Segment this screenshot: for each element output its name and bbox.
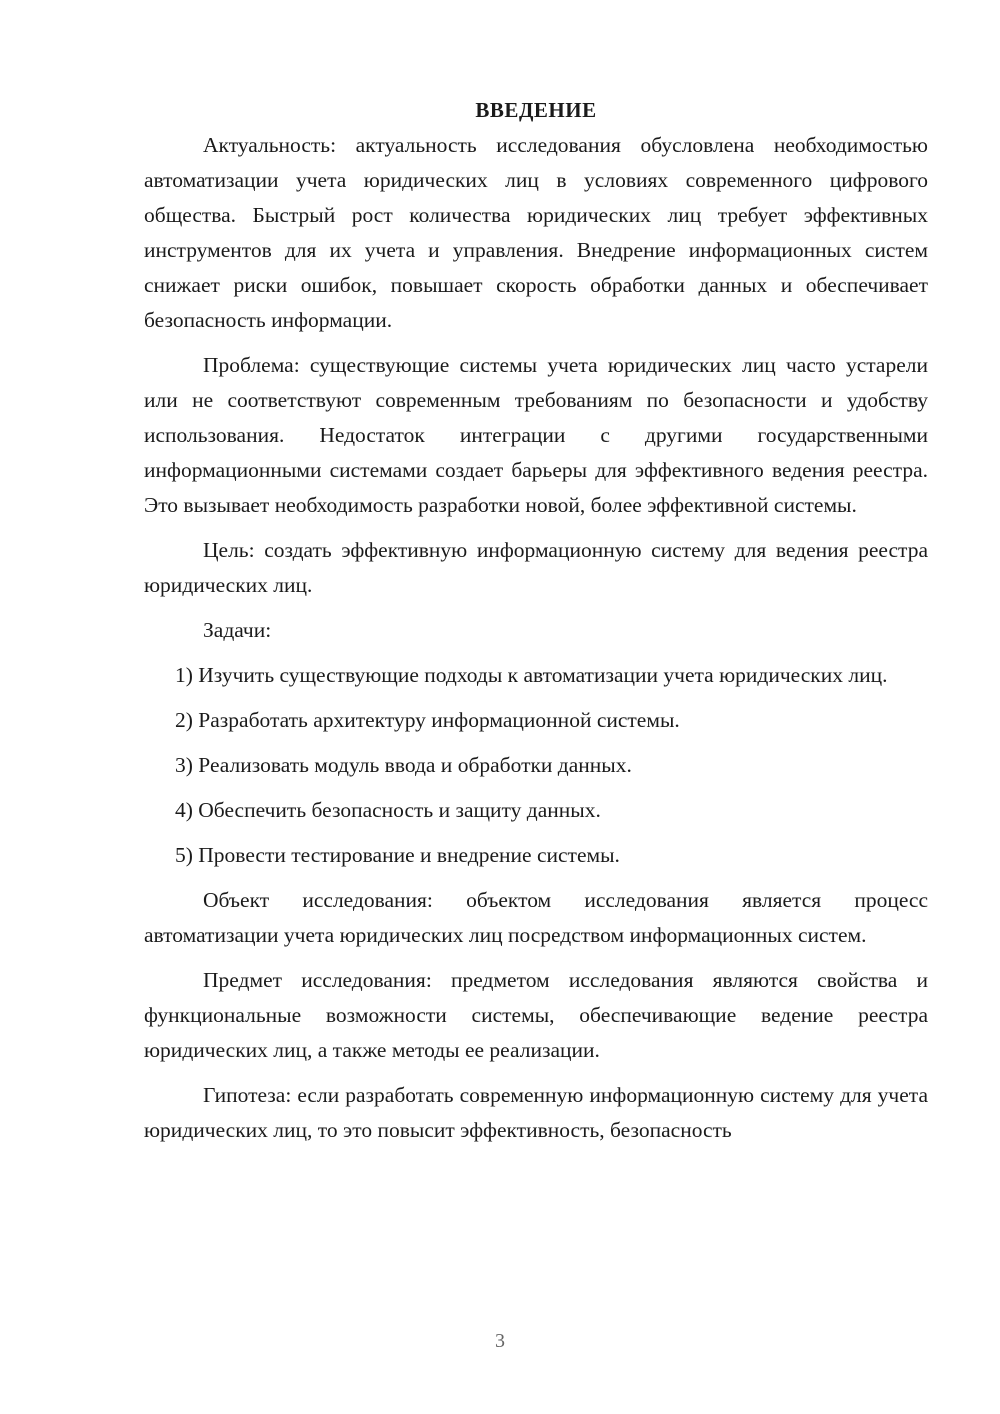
task-item-2: 2) Разработать архитектуру информационной системы. [175, 708, 680, 732]
task-item-5: 5) Провести тестирование и внедрение системы. [175, 843, 620, 867]
page-title: ВВЕДЕНИЕ [475, 98, 597, 122]
paragraph-goal: Цель: создать эффективную информационную систему для ведения реестра юридических лиц. [144, 538, 928, 597]
tasks-heading: Задачи: [203, 618, 272, 642]
task-item-4: 4) Обеспечить безопасность и защиту данных. [175, 798, 601, 822]
task-item-3: 3) Реализовать модуль ввода и обработки данных. [175, 753, 632, 777]
paragraph-relevance: Актуальность: актуальность исследования обусловлена необходимостью автоматизации учета юридических лиц в условиях современного цифрового общества. Быстрый рост количества юридических лиц требует эффективных инструментов для их учета и управления. Внедрение информационных систем снижает риски ошибок, повышает скорость обработки данных и обеспечивает безопасность информации. [144, 133, 928, 332]
task-item-1: 1) Изучить существующие подходы к автоматизации учета юридических лиц. [175, 663, 888, 687]
paragraph-object: Объект исследования: объектом исследования является процесс автоматизации учета юридических лиц посредством информационных систем. [144, 888, 928, 947]
paragraph-hypothesis: Гипотеза: если разработать современную информационную систему для учета юридических лиц, то это повысит эффективность, безопасность [144, 1083, 928, 1142]
paragraph-problem: Проблема: существующие системы учета юридических лиц часто устарели или не соответствуют современным требованиям по безопасности и удобству использования. Недостаток интеграции с другими государственными информационными системами создает барьеры для эффективного ведения реестра. Это вызывает необходимость разработки новой, более эффективной системы. [144, 353, 928, 517]
paragraph-subject: Предмет исследования: предметом исследования являются свойства и функциональные возможности системы, обеспечивающие ведение реестра юридических лиц, а также методы ее реализации. [144, 968, 928, 1062]
page-number: 3 [495, 1330, 505, 1352]
document-page [144, 94, 928, 1158]
